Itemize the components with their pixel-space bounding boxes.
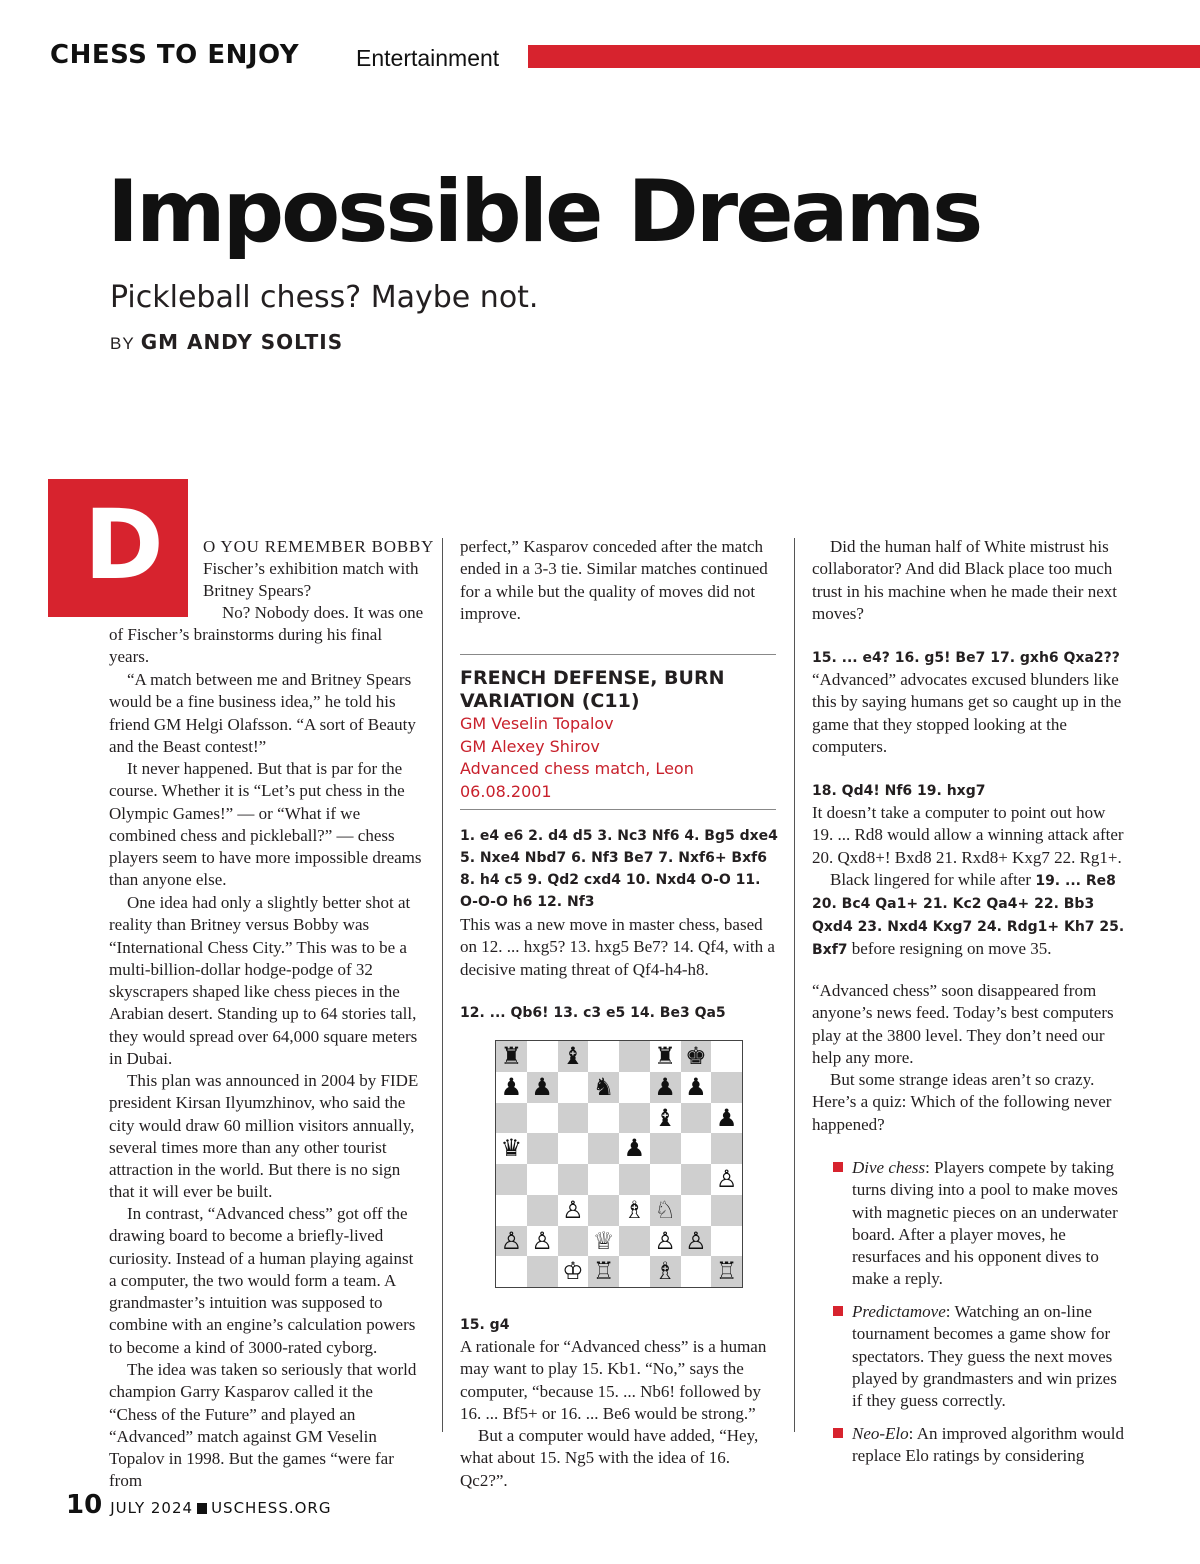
game-title: FRENCH DEFENSE, BURN VARIATION (C11): [460, 667, 725, 712]
drop-cap: [48, 479, 188, 617]
game-annotation: A rationale for “Advanced chess” is a human may want to play 15. Kb1. “No,” says the computer, “because 15. ... Nb6! followed by 16. ... Bf5+ or 16. ... Be6 would be strong.”: [460, 1337, 767, 1423]
board-square: [527, 1256, 558, 1287]
black-pawn-icon: ♟: [685, 1072, 707, 1101]
column-divider: [442, 538, 443, 1432]
lead-line: Britney Spears?: [203, 581, 312, 600]
column-divider: [794, 538, 795, 1432]
board-square: [711, 1072, 742, 1103]
board-square: [619, 1103, 650, 1134]
black-queen-icon: ♛: [500, 1134, 523, 1163]
section-subtitle: Entertainment: [356, 45, 500, 71]
white-rook-icon: ♖: [592, 1257, 615, 1286]
article-title: Impossible Dreams: [107, 162, 981, 262]
board-square: [496, 1164, 527, 1195]
byline-prefix: BY: [110, 334, 135, 353]
black-bishop-icon: ♝: [562, 1042, 584, 1070]
bullet-marker: [833, 1306, 843, 1316]
quiz-term: Predictamove: [852, 1302, 946, 1321]
game-moves: 15. ... e4? 16. g5! Be7 17. gxh6 Qxa2??: [812, 650, 1120, 666]
white-pawn-icon: ♙: [562, 1195, 584, 1224]
byline: [110, 330, 343, 354]
body-paragraph: It never happened. But that is par for the course. Whether it is “Let’s put chess in the Olympic Games!” — or “What if we combined chess and pickleball?” — chess players seem to have more impossible dreams than anyone else.: [109, 759, 422, 890]
game-moves: 12. ... Qb6! 13. c3 e5 14. Be3 Qa5: [460, 1005, 726, 1021]
board-square: [711, 1195, 742, 1226]
event-name: Advanced chess match, Leon: [460, 759, 694, 778]
body-paragraph: This plan was announced in 2004 by FIDE president Kirsan Ilyumzhinov, who said the city would draw 60 million visitors annually, several times more than any other tourist attraction in the world. But there is no sign that it will ever be built.: [109, 1071, 419, 1202]
board-square: [588, 1103, 619, 1134]
game-moves: 15. g4: [460, 1317, 510, 1333]
white-queen-icon: ♕: [592, 1226, 615, 1255]
board-square: [496, 1195, 527, 1226]
game-meta: [460, 713, 780, 803]
lead-line: No? Nobody does. It was one: [222, 603, 424, 622]
chess-diagram: [495, 1040, 743, 1288]
board-square: [527, 1195, 558, 1226]
board-square: [588, 1195, 619, 1226]
board-square: [711, 1041, 742, 1072]
body-paragraph: In contrast, “Advanced chess” got off the drawing board to become a briefly-lived curiosity. Instead of a human playing against a computer, the two would form a team. A grandmaster’s intuition was supposed to combine with an engine’s calculation powers to become a kind of 3000-rated cyborg.: [109, 1204, 416, 1357]
white-player: GM Veselin Topalov: [460, 714, 614, 733]
white-rook-icon: ♖: [715, 1257, 738, 1286]
board-square: [681, 1256, 712, 1287]
board-square: [681, 1133, 712, 1164]
board-square: [619, 1072, 650, 1103]
body-paragraph: of Fischer’s brainstorms during his final years.: [109, 625, 383, 667]
site-url: USCHESS.ORG: [211, 1499, 332, 1517]
quiz-term: Neo-Elo: [852, 1424, 909, 1443]
drop-cap-letter: D: [84, 489, 164, 601]
board-square: [619, 1164, 650, 1195]
board-square: [558, 1072, 589, 1103]
board-square: [588, 1164, 619, 1195]
annotation-text: before resigning on move 35.: [851, 939, 1052, 958]
board-square: [527, 1041, 558, 1072]
lead-line: Fischer’s exhibition match with: [203, 559, 419, 578]
page-number: 10: [66, 1490, 103, 1520]
board-square: [650, 1164, 681, 1195]
board-square: [681, 1103, 712, 1134]
black-rook-icon: ♜: [500, 1042, 523, 1070]
game-annotation: “Advanced” advocates excused blunders like this by saying humans get so caught up in the game that they stopped looking at the computers.: [812, 670, 1122, 756]
game-box-rule-top: [460, 654, 776, 655]
board-square: [527, 1164, 558, 1195]
black-pawn-icon: ♟: [715, 1103, 738, 1132]
board-square: [558, 1164, 589, 1195]
board-square: [619, 1256, 650, 1287]
quiz-text: : Players compete by taking turns diving into a pool to make moves with magnetic pieces on an underwater board. After a player moves, he resurfaces and his opponent dives to make a reply.: [852, 1158, 1118, 1289]
body-paragraph: Did the human half of White mistrust his collaborator? And did Black place too much trust in his machine when he made their next moves?: [812, 537, 1117, 623]
board-square: [711, 1226, 742, 1257]
board-square: [527, 1133, 558, 1164]
body-paragraph: perfect,” Kasparov conceded after the match ended in a 3-3 tie. Similar matches continued for a while but the quality of moves did not improve.: [460, 537, 768, 623]
lead-line: O YOU REMEMBER BOBBY: [203, 537, 435, 556]
quiz-item: [852, 1157, 1128, 1291]
game-date: 06.08.2001: [460, 781, 552, 801]
quiz-text: : An improved algorithm would replace Elo ratings by considering: [852, 1424, 1124, 1466]
black-rook-icon: ♜: [654, 1042, 676, 1070]
quiz-term: Dive chess: [852, 1158, 926, 1177]
body-paragraph: “Advanced chess” soon disappeared from anyone’s news feed. Today’s best computers play at the 3800 level. They don’t need our help any more.: [812, 981, 1114, 1067]
bullet-marker: [833, 1162, 843, 1172]
annotation-moves: 19. ... Re8 20. Bc4 Qa1+ 21. Kc2 Qa4+ 22. Bb3 Qxd4 23. Nxd4 Kxg7 24. Rdg1+ Kh7 25. Bxf7: [812, 873, 1125, 958]
issue-date: JULY 2024: [110, 1499, 194, 1517]
bullet-marker: [833, 1428, 843, 1438]
footer-separator: [197, 1503, 207, 1514]
annotation-text: Black lingered for while after: [830, 870, 1032, 889]
white-king-icon: ♔: [562, 1257, 584, 1286]
white-pawn-icon: ♙: [715, 1165, 738, 1193]
game-box-rule-bottom: [460, 809, 776, 810]
body-paragraph: The idea was taken so seriously that world champion Garry Kasparov called it the “Chess of the Future” and played an “Advanced” match against GM Veselin Topalov in 1998. But the games “were far from: [109, 1360, 417, 1491]
board-square: [619, 1041, 650, 1072]
black-knight-icon: ♞: [592, 1072, 615, 1101]
board-square: [558, 1226, 589, 1257]
black-bishop-icon: ♝: [654, 1103, 676, 1132]
black-king-icon: ♚: [685, 1042, 707, 1070]
game-annotation: But a computer would have added, “Hey, what about 15. Ng5 with the idea of 16. Qc2?”.: [460, 1426, 759, 1490]
board-square: [650, 1133, 681, 1164]
white-pawn-icon: ♙: [531, 1226, 553, 1255]
article-deck: Pickleball chess? Maybe not.: [110, 280, 539, 315]
black-pawn-icon: ♟: [654, 1072, 676, 1101]
black-player: GM Alexey Shirov: [460, 736, 600, 756]
board-square: [711, 1133, 742, 1164]
board-square: [558, 1103, 589, 1134]
white-knight-icon: ♘: [654, 1195, 676, 1224]
game-annotation: It doesn’t take a computer to point out how 19. ... Rd8 would allow a winning attack after 20. Qxd8+! Bxd8 21. Rxd8+ Kxg7 22. Rg1+.: [812, 803, 1124, 867]
white-bishop-icon: ♗: [623, 1195, 646, 1224]
board-square: [588, 1133, 619, 1164]
author-name: GM ANDY SOLTIS: [140, 330, 344, 354]
board-square: [496, 1103, 527, 1134]
board-square: [496, 1256, 527, 1287]
board-square: [527, 1103, 558, 1134]
header-accent-bar: [528, 45, 1200, 68]
section-title: CHESS TO ENJOY: [50, 40, 300, 70]
board-square: [681, 1195, 712, 1226]
game-moves: 18. Qd4! Nf6 19. hxg7: [812, 783, 986, 799]
white-pawn-icon: ♙: [500, 1226, 523, 1255]
board-square: [619, 1226, 650, 1257]
black-pawn-icon: ♟: [531, 1072, 553, 1101]
quiz-item: [852, 1301, 1128, 1412]
board-square: [558, 1133, 589, 1164]
white-pawn-icon: ♙: [685, 1226, 707, 1255]
game-annotation: [812, 869, 1128, 961]
quiz-item: [852, 1423, 1128, 1468]
body-paragraph: One idea had only a slightly better shot at reality than Britney versus Bobby was “International Chess City.” This was to be a multi-billion-dollar hodge-podge of 32 skyscrapers shaped like chess pieces in the Arabian desert. Standing up to 64 stories tall, they would spread over 64,000 square meters in Dubai.: [109, 893, 418, 1069]
game-moves: 1. e4 e6 2. d4 d5 3. Nc3 Nf6 4. Bg5 dxe4 5. Nxe4 Nbd7 6. Nf3 Be7 7. Nxf6+ Bxf6 8. h4 c5 9. Qd2 cxd4 10. Nxd4 O-O 11. O-O-O h6 12. Nf3: [460, 828, 778, 910]
page-footer: [66, 1490, 331, 1520]
body-paragraph: But some strange ideas aren’t so crazy. Here’s a quiz: Which of the following never happened?: [812, 1070, 1112, 1134]
game-annotation: This was a new move in master chess, based on 12. ... hxg5? 13. hxg5 Be7? 14. Qf4, with a decisive mating threat of Qf4-h4-h8.: [460, 915, 775, 979]
body-paragraph: “A match between me and Britney Spears would be a fine business idea,” he told his friend GM Helgi Olafsson. “A sort of Beauty and the Beast contest!”: [109, 670, 416, 756]
quiz-text: : Watching an on-line tournament becomes a game show for spectators. They guess the next moves played by grandmasters and win prizes if they guess correctly.: [852, 1302, 1117, 1411]
white-pawn-icon: ♙: [654, 1226, 676, 1255]
board-square: [588, 1041, 619, 1072]
black-pawn-icon: ♟: [500, 1072, 523, 1101]
black-pawn-icon: ♟: [623, 1134, 646, 1163]
white-bishop-icon: ♗: [654, 1257, 676, 1286]
board-square: [681, 1164, 712, 1195]
